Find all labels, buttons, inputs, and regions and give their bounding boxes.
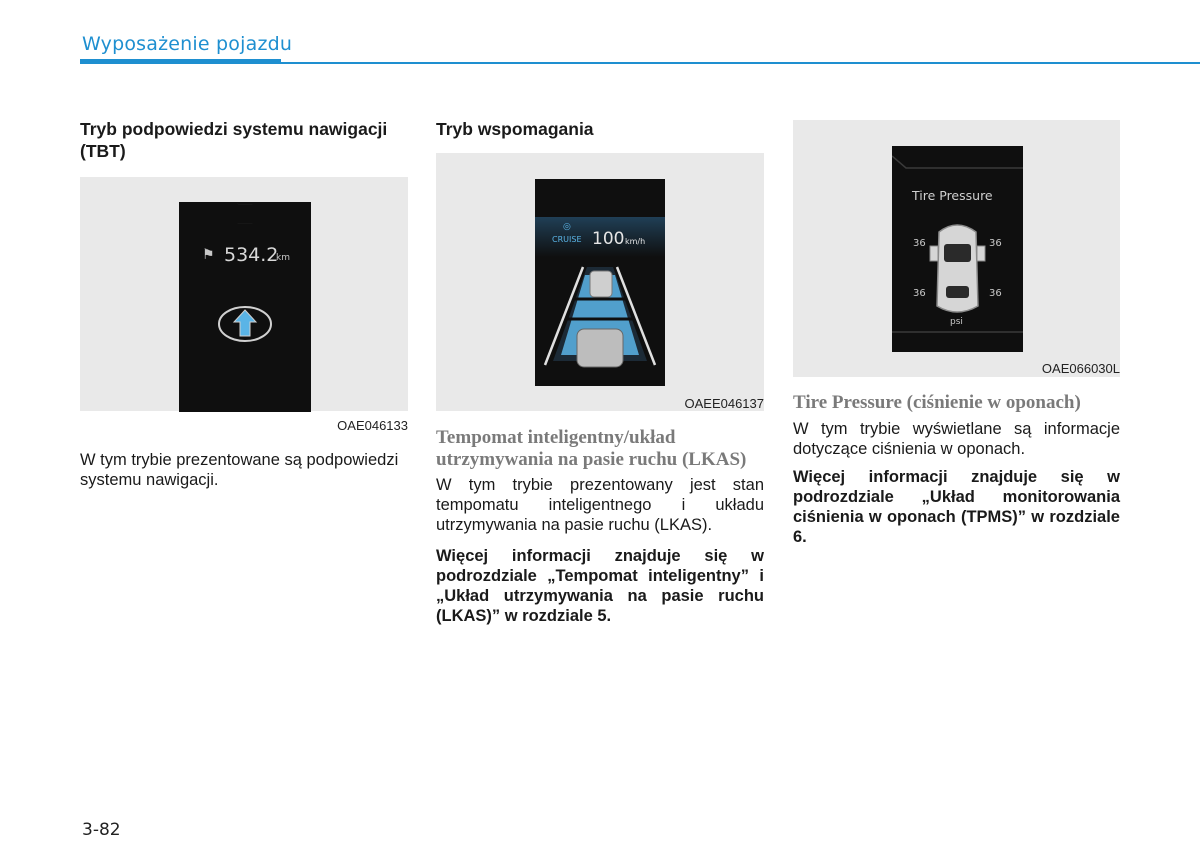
cruise-icon: ◎	[563, 222, 571, 232]
tpms-rear-left: 36	[913, 288, 926, 299]
tpms-rear-right: 36	[989, 288, 1002, 299]
cruise-speed: 100	[592, 229, 625, 249]
scc-lkas-note: Więcej informacji znajduje się w podrozdziale „Tempomat inteligentny” i „Układ utrzymywania na pasie ruchu (LKAS)” w rozdziale 5.	[436, 547, 764, 625]
scc-lkas-body: W tym trybie prezentowany jest stan tempomatu inteligentnego i układu utrzymywania na pasie ruchu (LKAS).	[436, 476, 764, 534]
assist-heading: Tryb wspomagania	[436, 119, 594, 139]
tpms-front-right: 36	[989, 238, 1002, 249]
scc-lkas-subheading: Tempomat inteligentny/układ utrzymywania na pasie ruchu (LKAS)	[436, 427, 747, 470]
header-rule	[281, 62, 1200, 64]
tpms-note: Więcej informacji znajduje się w podrozdziale „Układ monitorowania ciśnienia w oponach (TPMS)” w rozdziale 6.	[793, 468, 1120, 546]
tbt-distance-unit: km	[276, 253, 290, 263]
cruise-label: CRUISE	[552, 235, 582, 244]
turn-arrow-icon	[215, 304, 275, 344]
page-number: 3-82	[82, 820, 121, 840]
tpms-unit: psi	[950, 317, 963, 327]
tpms-front-left: 36	[913, 238, 926, 249]
tbt-distance: 534.2	[224, 244, 279, 266]
tbt-screen	[179, 202, 311, 412]
header-accent-bar	[80, 59, 281, 64]
tpms-body: W tym trybie wyświetlane są informacje dotyczące ciśnienia w oponach.	[793, 420, 1120, 458]
cruise-speed-unit: km/h	[625, 237, 646, 246]
tpms-figure	[793, 120, 1120, 377]
tpms-screen	[892, 146, 1023, 352]
tpms-figure-caption: OAE066030L	[1041, 361, 1120, 376]
assist-screen	[535, 179, 665, 386]
tbt-heading: Tryb podpowiedzi systemu nawigacji (TBT)	[80, 119, 388, 161]
tpms-title: Tire Pressure	[912, 188, 993, 203]
section-title: Wyposażenie pojazdu	[82, 33, 293, 55]
assist-figure-caption: OAEE046137	[684, 396, 764, 411]
assist-figure	[436, 153, 764, 411]
tbt-figure-caption: OAE046133	[337, 418, 408, 433]
flag-icon: ⚑	[202, 247, 215, 263]
tbt-figure	[80, 177, 408, 411]
tpms-subheading: Tire Pressure (ciśnienie w oponach)	[793, 392, 1081, 413]
tbt-body: W tym trybie prezentowane są podpowiedzi systemu nawigacji.	[80, 451, 399, 489]
